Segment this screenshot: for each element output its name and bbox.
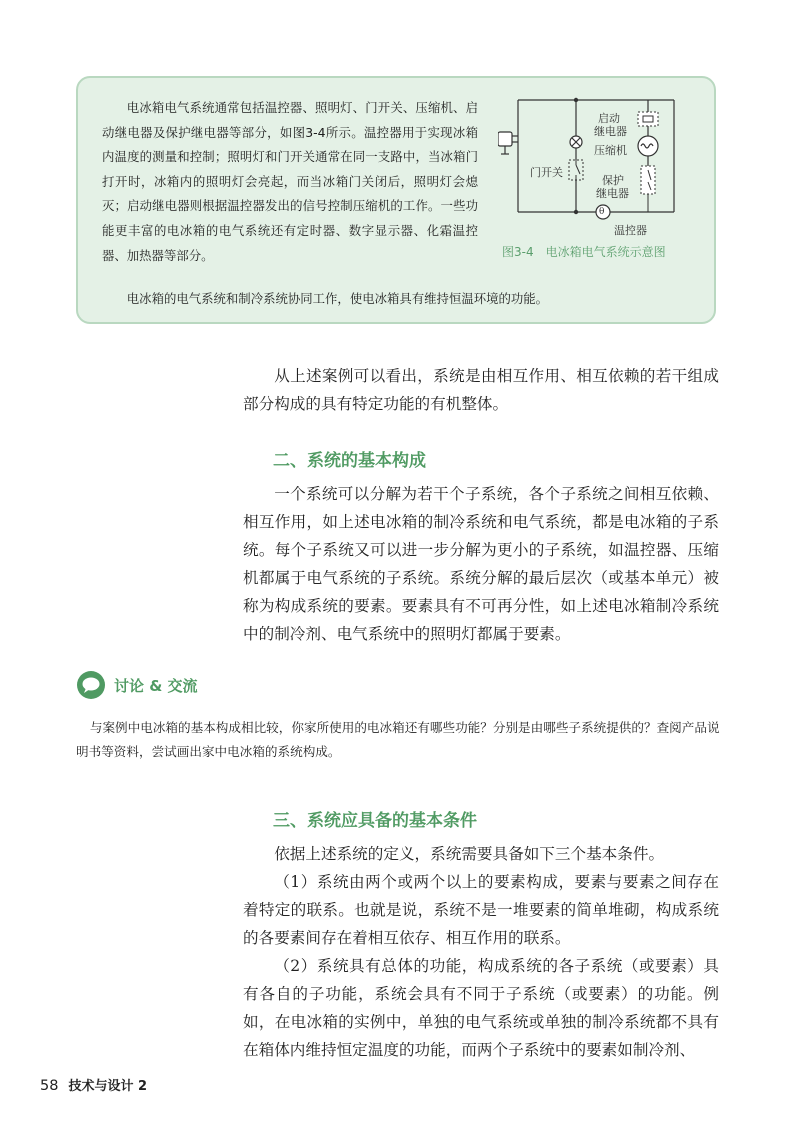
- figure-caption: 图3-4 电冰箱电气系统示意图: [502, 245, 666, 259]
- conclusion-paragraph: 从上述案例可以看出，系统是由相互作用、相互依赖的若干组成部分构成的具有特定功能的有机整体。: [243, 367, 719, 413]
- label-thermostat: 温控器: [614, 224, 647, 237]
- condition-1: （1）系统由两个或两个以上的要素构成，要素与要素之间存在着特定的联系。也就是说，系统不是一堆要素的简单堆砌，构成系统的各要素间存在着相互依存、相互作用的联系。: [243, 873, 719, 947]
- discussion-title: 讨论 & 交流: [114, 676, 198, 695]
- section-3-title: 三、系统应具备的基本条件: [273, 811, 477, 831]
- compressor-motor-icon: [638, 126, 658, 166]
- start-relay-symbol: [638, 112, 658, 126]
- label-door-switch: 门开关: [530, 166, 563, 179]
- page-footer: [40, 1075, 147, 1094]
- case-box: [76, 76, 716, 324]
- section-2-paragraph: 一个系统可以分解为若干个子系统，各个子系统之间相互依赖、相互作用，如上述电冰箱的制冷系统和电气系统，都是电冰箱的子系统。每个子系统又可以进一步分解为更小的子系统，如温控器、压缩机都属于电气系统的子系统。系统分解的最后层次（或基本单元）被称为构成系统的要素。要素具有不可再分性，如上述电冰箱制冷系统中的制冷剂、电气系统中的照明灯都属于要素。: [243, 485, 719, 643]
- label-start-relay-2: 继电器: [594, 125, 627, 138]
- plug-icon: [498, 132, 518, 154]
- condition-2: （2）系统具有总体的功能，构成系统的各子系统（或要素）具有各自的子功能，系统会具有不同于子系统（或要素）的功能。例如，在电冰箱的实例中，单独的电气系统或单独的制冷系统都不具有在箱体内维持恒定温度的功能，而两个子系统中的要素如制冷剂、: [243, 957, 719, 1059]
- case-paragraph-2: 电冰箱的电气系统和制冷系统协同工作，使电冰箱具有维持恒温环境的功能。: [126, 291, 549, 306]
- lamp-icon: [570, 136, 582, 148]
- label-compressor: 压缩机: [594, 144, 627, 157]
- section-3-intro: 依据上述系统的定义，系统需要具备如下三个基本条件。: [274, 845, 665, 863]
- discussion-text: 与案例中电冰箱的基本构成相比较，你家所使用的电冰箱还有哪些功能？分别是由哪些子系统提供的？查阅产品说明书等资料，尝试画出家中电冰箱的系统构成。: [76, 720, 720, 759]
- protection-relay-symbol: [641, 166, 655, 212]
- label-theta: θ: [599, 207, 605, 217]
- page-number: 58: [40, 1078, 59, 1094]
- book-title: 技术与设计 2: [68, 1079, 148, 1094]
- door-switch-symbol: [569, 160, 583, 180]
- label-protect-relay-1: 保护: [602, 174, 624, 187]
- discussion-header: [76, 668, 198, 702]
- case-paragraph-1: 电冰箱电气系统通常包括温控器、照明灯、门开关、压缩机、启动继电器及保护继电器等部分，如图3-4所示。温控器用于实现冰箱内温度的测量和控制；照明灯和门开关通常在同一支路中，当冰箱门打开时，冰箱内的照明灯会亮起，而当冰箱门关闭后，照明灯会熄灭；启动继电器则根据温控器发出的信号控制压缩机的工作。一些功能更丰富的电冰箱的电气系统还有定时器、数字显示器、化霜温控器、加热器等部分。: [102, 100, 478, 263]
- section-2-title: 二、系统的基本构成: [273, 451, 426, 471]
- label-start-relay-1: 启动: [598, 112, 620, 125]
- speech-bubble-icon: [76, 670, 106, 700]
- label-protect-relay-2: 继电器: [596, 187, 629, 200]
